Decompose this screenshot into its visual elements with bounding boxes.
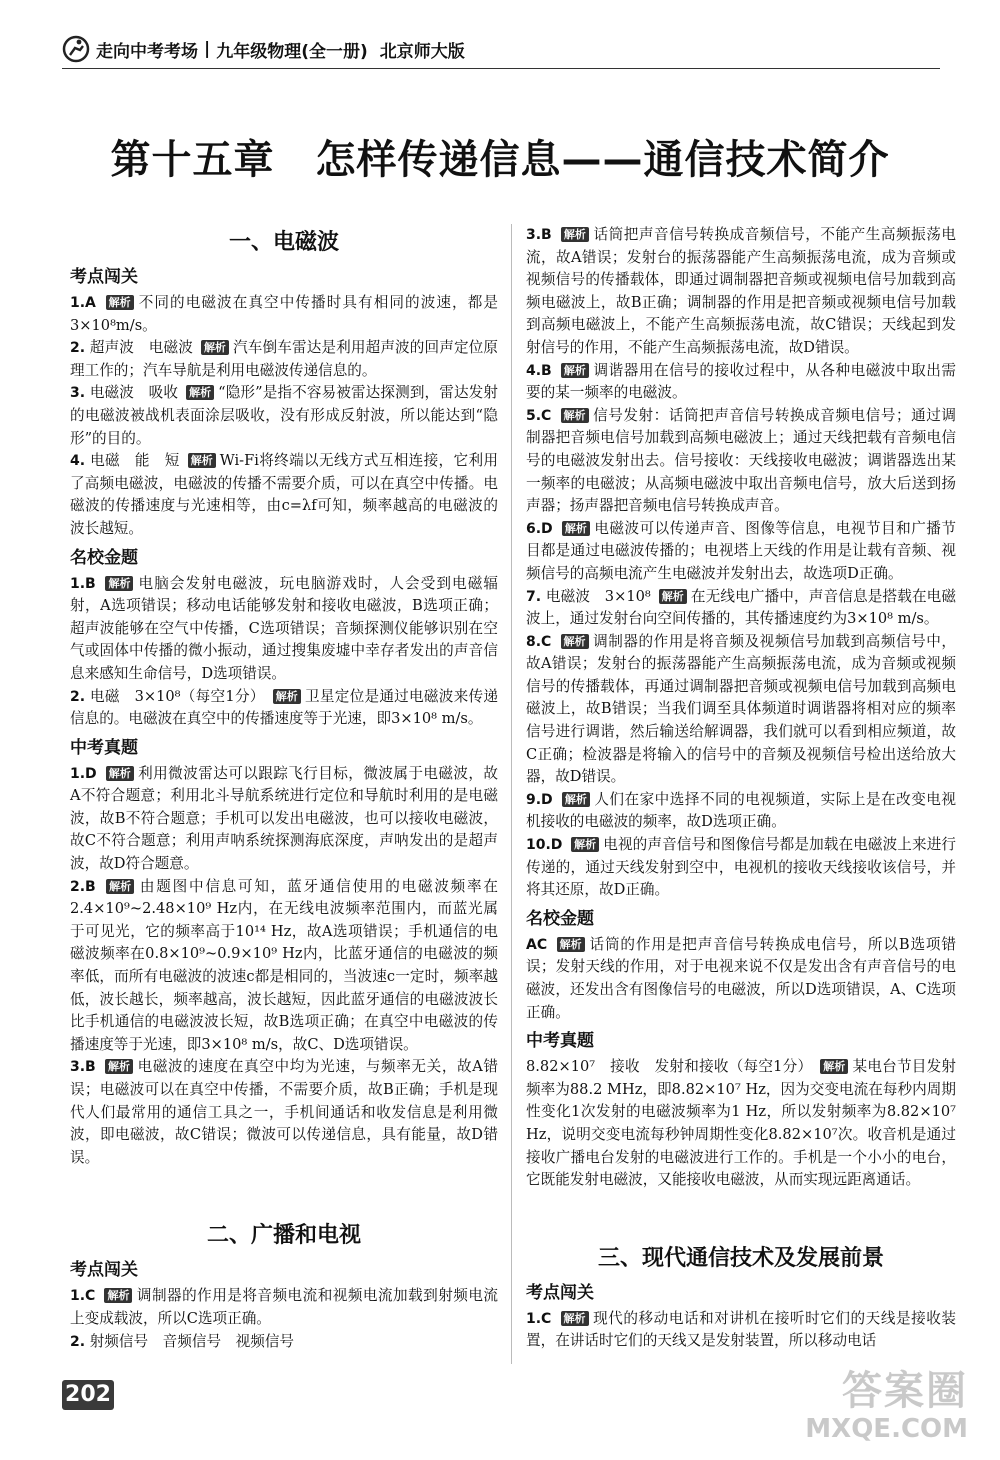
item-number: 1.D <box>70 765 97 782</box>
answer-item <box>526 405 956 518</box>
page-number: 202 <box>62 1380 114 1410</box>
analysis-tag: 解析 <box>659 589 687 604</box>
subheading: 考点闯关 <box>70 267 138 287</box>
answer-item <box>70 876 498 1057</box>
answer-item <box>526 1056 956 1192</box>
analysis-tag: 解析 <box>561 408 589 423</box>
analysis-tag: 解析 <box>561 227 589 242</box>
analysis-tag: 解析 <box>273 689 301 704</box>
subheading: 中考真题 <box>70 737 138 758</box>
answer-item <box>526 518 956 586</box>
item-list <box>70 763 498 1170</box>
answer-item <box>526 224 956 360</box>
item-explanation: 电视的声音信号和图像信号都是加载在电磁波上来进行传递的，通过天线发射到空中，电视机的接收天线接收该信号，并将其还原，故D正确。 <box>526 836 956 899</box>
subheading: 考点闯关 <box>70 1260 138 1281</box>
left-column <box>70 224 498 1353</box>
item-explanation: 某电台节目发射频率为88.2 MHz，即8.82×10⁷ Hz，因为交变电流在每秒内周期性变化1次发射的电磁波频率为1 Hz，所以发射频率为8.82×10⁷ Hz，说明交变电流每秒钟周期性变化8.82×10⁷次。收音机是通过接收广播电台发射的电磁波进行工作的。手机是一个小小的电台，它既能发射电磁波，又能接收电磁波，从而实现远距离通话。 <box>526 1058 956 1189</box>
item-number: 5.C <box>526 407 552 424</box>
item-answer: 电磁 3×10⁸（每空1分） <box>89 687 265 705</box>
item-list <box>526 1308 956 1353</box>
item-number: 7. <box>526 588 542 605</box>
analysis-tag: 解析 <box>562 792 590 807</box>
item-number: 8.C <box>526 633 552 650</box>
runner-logo-icon <box>62 35 90 63</box>
header-book: 九年级物理(全一册) <box>216 41 368 62</box>
item-number: 2.B <box>70 878 96 895</box>
item-explanation: 汽车倒车雷达是利用超声波的回声定位原理工作的；汽车导航是利用电磁波传递信息的。 <box>70 339 498 379</box>
analysis-tag: 解析 <box>561 634 589 649</box>
item-explanation: Wi-Fi将终端以无线方式互相连接，它利用了高频电磁波，电磁波的传播不需要介质，可以在真空中传播。电磁波的传播速度与光速相等，由c=λf可知，频率越高的电磁波的波长越短。 <box>70 452 498 537</box>
section-title: 三、现代通信技术及发展前景 <box>597 1245 884 1271</box>
item-number: 10.D <box>526 837 563 854</box>
answer-item <box>70 1285 498 1330</box>
item-explanation: 调制器的作用是将音频电流和视频电流加载到射频电流上变成载波，所以C选项正确。 <box>70 1287 498 1327</box>
item-answer: 电磁 能 短 <box>90 452 180 470</box>
analysis-tag: 解析 <box>186 385 214 400</box>
column-divider <box>511 224 512 1364</box>
answer-item <box>70 686 498 731</box>
answer-item <box>70 382 498 450</box>
item-number: 2. <box>70 340 86 357</box>
header-brand: 走向中考考场 <box>96 41 198 62</box>
item-answer: 8.82×10⁷ 接收 发射和接收（每空1分） <box>526 1058 813 1076</box>
item-number: 1.C <box>526 1310 552 1327</box>
item-explanation: 电脑会发射电磁波，玩电脑游戏时，人会受到电磁辐射，A选项错误；移动电话能够发射和接收电磁波，B选项正确；超声波能够在空气中传播，C选项错误；音频探测仪能够识别在空气或固体中传播的微小振动，通过搜集废墟中幸存者发出的声音信息来感知生命信号，D选项错误。 <box>70 574 498 682</box>
item-explanation: “隐形”是指不容易被雷达探测到，雷达发射的电磁波被战机表面涂层吸收，没有形成反射波，所以能达到“隐形”的目的。 <box>70 384 498 447</box>
answer-item <box>526 586 956 631</box>
answer-item <box>70 1056 498 1169</box>
section-title: 一、电磁波 <box>228 230 339 255</box>
answer-item <box>526 631 956 789</box>
analysis-tag: 解析 <box>104 1288 132 1303</box>
analysis-tag: 解析 <box>106 879 134 894</box>
watermark <box>805 1368 968 1444</box>
item-explanation: 现代的移动电话和对讲机在接听时它们的天线是接收装置，在讲话时它们的天线又是发射装置，所以移动电话 <box>526 1309 956 1350</box>
item-number: 9.D <box>526 791 553 808</box>
item-number: 3.B <box>526 227 552 243</box>
item-number: 1.A <box>70 295 96 311</box>
item-answer: 电磁波 吸收 <box>89 384 179 402</box>
item-list <box>70 573 498 731</box>
item-answer: 射频信号 音频信号 视频信号 <box>89 1332 295 1350</box>
item-list <box>70 292 498 541</box>
subheading: 考点闯关 <box>526 1282 594 1303</box>
section-title: 二、广播和电视 <box>206 1223 361 1249</box>
item-explanation: 人们在家中选择不同的电视频道，实际上是在改变电视机接收的电磁波的频率，故D选项正确。 <box>526 790 956 831</box>
item-explanation: 卫星定位是通过电磁波来传递信息的。电磁波在真空中的传播速度等于光速，即3×10⁸ m/s。 <box>70 687 498 728</box>
answer-item <box>70 292 498 337</box>
answer-item <box>70 450 498 540</box>
subheading: 名校金题 <box>526 908 594 929</box>
header-rule <box>62 68 940 69</box>
analysis-tag: 解析 <box>201 340 229 355</box>
answer-item <box>526 1308 956 1353</box>
analysis-tag: 解析 <box>562 521 590 536</box>
item-number: 2. <box>70 1333 86 1350</box>
answer-item <box>526 360 956 405</box>
item-explanation: 在无线电广播中，声音信息是搭载在电磁波上，通过发射台向空间传播的，其传播速度约为3×10⁸ m/s。 <box>526 587 957 628</box>
subheading: 名校金题 <box>70 547 138 568</box>
right-column <box>526 224 956 1353</box>
item-explanation: 信号发射：话筒把声音信号转换成音频电信号；通过调制器把音频电信号加载到高频电磁波上；通过天线把载有音频电信号的电磁波发射出去。信号接收：天线接收电磁波；调谐器选出某一频率的电磁波；从高频电磁波中取出音频电信号，放大后送到扬声器；扬声器把音频电信号转换成声音。 <box>526 406 956 515</box>
item-list <box>70 1285 498 1353</box>
item-explanation: 调制器的作用是将音频及视频信号加载到高频信号中，故A错误；发射台的振荡器能产生高频振荡电流，成为音频或视频信号的传播载体，再通过调制器把音频或视频电信号加载到高频电磁波上，故B错误；当我们调至具体频道时调谐器将相对应的频率信号进行调谐，然后输送给解调器，我们就可以看到相应频道，故C正确；检波器是将输入的信号中的音频及视频信号检出送给放大器，故D错误。 <box>526 632 956 786</box>
item-number: 3. <box>70 385 86 402</box>
item-number: AC <box>526 936 548 953</box>
item-explanation: 话筒的作用是把声音信号转换成电信号，所以B选项错误；发射天线的作用，对于电视来说不仅是发出含有声音信号的电磁波，还发出含有图像信号的电磁波，所以D选项错误，A、C选项正确。 <box>526 935 956 1021</box>
running-header: 走向中考考场 | 九年级物理(全一册) 北京师大版 <box>62 34 465 64</box>
analysis-tag: 解析 <box>557 937 585 952</box>
item-number: 4.B <box>526 362 552 379</box>
analysis-tag: 解析 <box>561 1311 589 1326</box>
item-explanation: 调谐器用在信号的接收过程中，从各种电磁波中取出需要的某一频率的电磁波。 <box>526 361 956 402</box>
answer-item <box>70 337 498 382</box>
analysis-tag: 解析 <box>571 837 599 852</box>
item-number: 4. <box>70 453 86 470</box>
item-answer: 电磁波 3×10⁸ <box>545 587 651 605</box>
header-publisher: 北京师大版 <box>379 41 465 62</box>
item-list <box>526 1056 956 1192</box>
answer-item <box>70 763 498 876</box>
analysis-tag: 解析 <box>820 1059 848 1074</box>
item-explanation: 由题图中信息可知，蓝牙通信使用的电磁波频率在2.4×10⁹~2.48×10⁹ Hz内，在无线电波频率范围内，而蓝光属于可见光，它的频率高于10¹⁴ Hz，故A选项错误；手机通信的电磁波频率在0.8×10⁹~0.9×10⁹ Hz内，比蓝牙通信的电磁波的频率低，而所有电磁波的波速c都是相同的，当波速c一定时，频率越低，波长越长，频率越高，波长越短，因此蓝牙通信的电磁波波长比手机通信的电磁波波长短，故B选项正确；在真空中电磁波的传播速度等于光速，即3×10⁸ m/s，故C、D选项错误。 <box>70 877 498 1053</box>
item-number: 2. <box>70 688 86 705</box>
item-explanation: 电磁波的速度在真空中均为光速，与频率无关，故A错误；电磁波可以在真空中传播，不需要介质，故B正确；手机是现代人们最常用的通信工具之一，手机间通话和收发信息是利用微波，即电磁波，故C错误；微波可以传递信息，具有能量，故D错误。 <box>70 1058 499 1166</box>
item-number: 3.B <box>70 1059 96 1076</box>
answer-item <box>526 934 956 1024</box>
item-number: 1.B <box>70 575 96 592</box>
item-answer: 超声波 电磁波 <box>89 339 193 357</box>
analysis-tag: 解析 <box>188 453 216 468</box>
item-explanation: 话筒把声音信号转换成音频信号，不能产生高频振荡电流，故A错误；发射台的振荡器能产生高频振荡电流，成为音频或视频信号的传播载体，即通过调制器把音频或视频电信号加载到高频电磁波上，故B正确；调制器的作用是把音频或视频电信号加载到高频电磁波上，不能产生高频振荡电流，故C错误；天线起到发射信号的作用，不能产生高频振荡电流，故D错误。 <box>526 226 956 356</box>
item-explanation: 利用微波雷达可以跟踪飞行目标，微波属于电磁波，故A不符合题意；利用北斗导航系统进行定位和导航时利用的是电磁波，故B不符合题意；手机可以发出电磁波，也可以接收电磁波，故C不符合题意；利用声呐系统探测海底深度，声呐发出的是超声波，故D符合题意。 <box>70 764 498 873</box>
item-explanation: 不同的电磁波在真空中传播时具有相同的波速，都是3×10⁸m/s。 <box>70 294 498 334</box>
analysis-tag: 解析 <box>105 576 133 591</box>
answer-item <box>70 573 498 686</box>
item-list <box>526 934 956 1024</box>
analysis-tag: 解析 <box>561 363 589 378</box>
analysis-tag: 解析 <box>105 1059 133 1074</box>
analysis-tag: 解析 <box>106 766 134 781</box>
answer-item <box>526 834 956 902</box>
answer-item <box>70 1331 498 1354</box>
chapter-title: 第十五章 怎样传递信息——通信技术简介 <box>110 137 890 183</box>
item-list <box>526 224 956 902</box>
item-number: 6.D <box>526 520 553 537</box>
watermark-en: MXQE.COM <box>805 1414 968 1444</box>
subheading: 中考真题 <box>526 1031 594 1052</box>
item-number: 1.C <box>70 1288 96 1305</box>
analysis-tag: 解析 <box>106 295 134 310</box>
watermark-cn: 答案圈 <box>842 1368 968 1414</box>
item-explanation: 电磁波可以传递声音、图像等信息，电视节目和广播节目都是通过电磁波传播的；电视塔上天线的作用是让载有音频、视频信号的高频电流产生电磁波并发射出去，故选项D正确。 <box>526 519 956 582</box>
answer-item <box>526 789 956 834</box>
